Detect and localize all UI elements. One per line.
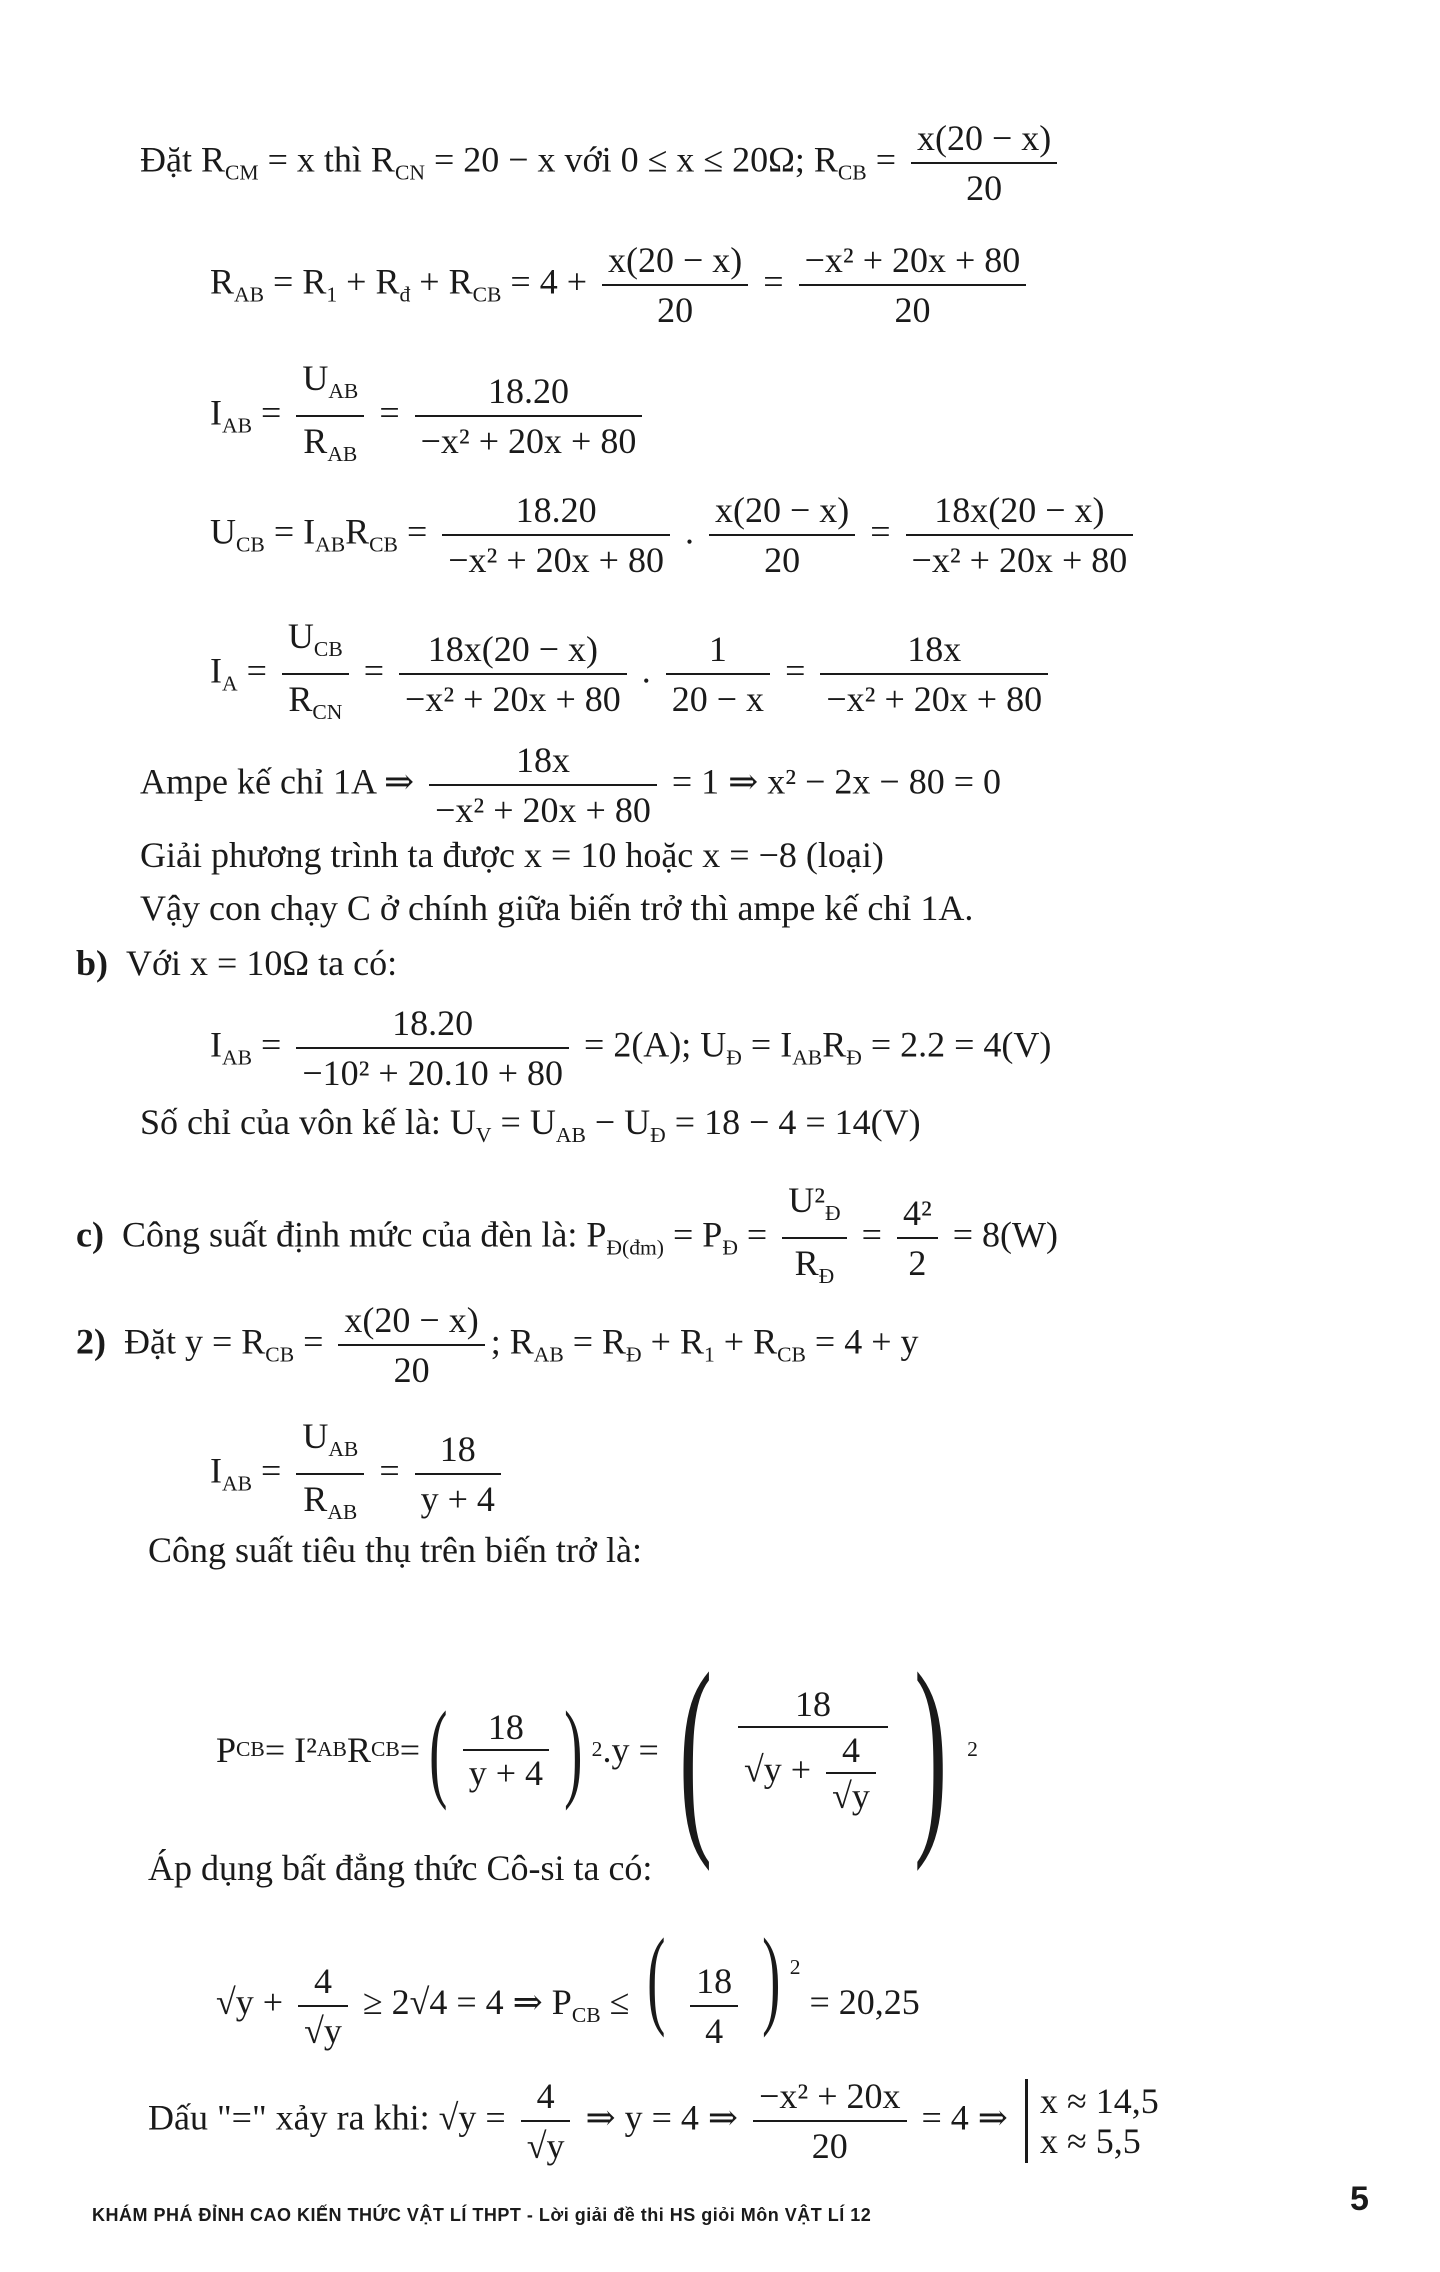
fraction [826, 1732, 876, 1814]
text: I [210, 650, 222, 691]
text: Đặt y = R [124, 1321, 266, 1362]
fraction [911, 118, 1057, 208]
numerator: 4 [313, 1960, 332, 2001]
fraction [442, 490, 670, 580]
sub: AB [792, 1045, 823, 1070]
text: U [302, 358, 329, 398]
text: .y = [602, 1730, 659, 1770]
numerator: 18.20 [392, 1003, 474, 1043]
denominator: 2 [908, 1243, 927, 1283]
text: = 4 + [501, 261, 597, 302]
denominator: −x² + 20x + 80 [435, 790, 651, 830]
text: I [210, 392, 222, 433]
text: Dấu "=" xảy ra khi: √y = [148, 2097, 515, 2138]
denominator: y + 4 [468, 1753, 544, 1793]
text: . [632, 650, 660, 691]
line-14 [210, 1416, 507, 1532]
numerator: 18 [696, 1960, 733, 2001]
sub: AB [222, 1471, 252, 1496]
sub: CB [369, 532, 398, 557]
exponent: 2 [789, 1955, 801, 1979]
numerator [296, 1416, 364, 1473]
numerator: x(20 − x) [714, 490, 850, 530]
fraction [429, 740, 657, 830]
text: U [302, 1416, 329, 1456]
text: + R [714, 1321, 778, 1362]
denominator [738, 1728, 888, 1814]
page-number: 5 [1350, 2180, 1369, 2218]
line-4 [210, 490, 1139, 580]
right-paren: ) [914, 1628, 947, 1872]
sub: CB [472, 282, 502, 307]
text: + R [410, 261, 473, 302]
numerator: x(20 − x) [608, 240, 743, 280]
text: = x thì R [258, 139, 395, 180]
numerator: 18 [487, 1707, 524, 1747]
numerator: 4 [536, 2076, 555, 2116]
text: U [287, 616, 314, 656]
text: . [675, 511, 703, 552]
text: = [737, 1214, 777, 1255]
section-2 [76, 1300, 919, 1390]
text: Đặt R [140, 139, 225, 180]
sub: AB [328, 1437, 359, 1461]
denominator: −x² + 20x + 80 [448, 540, 664, 580]
text: = [754, 261, 793, 302]
sub: AB [327, 442, 358, 466]
left-paren: ( [429, 1689, 448, 1811]
sub: CB [837, 160, 867, 185]
text: = [252, 1450, 291, 1491]
fraction [897, 1193, 938, 1283]
sub: CB [236, 532, 265, 557]
numerator: −x² + 20x [759, 2076, 901, 2116]
denominator: 20 [966, 168, 1003, 208]
fraction [738, 1686, 888, 1814]
sub: Đ [846, 1045, 862, 1070]
text: + R [337, 261, 400, 302]
solution: x ≈ 5,5 [1039, 2121, 1141, 2161]
text: I [210, 1450, 222, 1491]
sub: A [222, 671, 238, 696]
denominator: 20 [657, 290, 694, 330]
numerator: −x² + 20x + 80 [804, 240, 1021, 280]
fraction [906, 490, 1134, 580]
denominator: −10² + 20.10 + 80 [302, 1053, 564, 1093]
denominator [282, 675, 348, 732]
text: ; R [490, 1321, 534, 1362]
text: = I [264, 511, 316, 552]
sub: CB [370, 1737, 400, 1762]
denominator: −x² + 20x + 80 [405, 679, 621, 719]
numerator [782, 1180, 846, 1237]
text: = R [264, 261, 327, 302]
fraction [463, 1709, 549, 1791]
text: = [861, 511, 900, 552]
section-c [76, 1180, 1058, 1296]
text: = [252, 392, 291, 433]
line-11 [140, 1102, 921, 1155]
sub: AB [555, 1123, 586, 1147]
text: R [303, 421, 328, 461]
sub: 1 [326, 282, 338, 307]
numerator: 4 [841, 1730, 860, 1770]
sub: Đ(đm) [606, 1235, 664, 1260]
section-label: c) [76, 1214, 104, 1255]
text: = [370, 392, 409, 433]
text: = [399, 1730, 421, 1770]
line-17 [148, 1848, 652, 1888]
text: Số chỉ của vôn kế là: U [140, 1102, 476, 1142]
sub: AB [327, 1500, 358, 1524]
sub: Đ [818, 1264, 835, 1288]
text: = [370, 1450, 409, 1491]
text: √y + [744, 1749, 821, 1790]
text: R [822, 1024, 847, 1065]
sub: Đ [726, 1045, 742, 1070]
left-paren: ( [647, 1916, 666, 2038]
text: √y + [216, 1982, 293, 2022]
text: U [210, 511, 236, 552]
fraction [296, 358, 364, 474]
line-15 [148, 1530, 642, 1570]
text: R [345, 511, 370, 552]
denominator: √y [304, 2010, 342, 2051]
text: R [288, 679, 313, 719]
text: = 2(A); U [575, 1024, 727, 1065]
line-6 [140, 740, 1001, 830]
text: Với x = 10Ω ta có: [126, 943, 398, 983]
text: Công suất tiêu thụ trên biến trở là: [148, 1530, 642, 1570]
sub: AB [222, 1045, 252, 1070]
fraction [602, 240, 748, 330]
text: − U [585, 1102, 651, 1142]
fraction [296, 1416, 364, 1532]
denominator [297, 417, 363, 474]
solution: x ≈ 14,5 [1039, 2081, 1159, 2121]
text: = I [741, 1024, 793, 1065]
right-paren: ) [564, 1689, 583, 1811]
left-paren: ( [678, 1628, 712, 1872]
text: + R [641, 1321, 704, 1362]
numerator: 18x(20 − x) [934, 490, 1105, 530]
text: = U [491, 1102, 556, 1142]
line-1 [140, 118, 1063, 208]
fraction [799, 240, 1027, 330]
fraction [782, 1180, 846, 1296]
denominator: −x² + 20x + 80 [911, 540, 1128, 580]
text: Áp dụng bất đẳng thức Cô-si ta có: [148, 1848, 653, 1888]
sub: CB [777, 1342, 806, 1367]
text: Giải phương trình ta được x = 10 hoặc x = −8 (loại) [140, 835, 884, 875]
section-b [76, 943, 397, 983]
denominator: 20 [894, 290, 931, 330]
text: Ampe kế chỉ 1A ⇒ [140, 761, 424, 802]
exponent: 2 [591, 1737, 603, 1762]
sub: CN [312, 700, 343, 724]
line-7 [140, 835, 884, 875]
sub: Đ [626, 1342, 642, 1367]
line-18 [216, 1916, 920, 2051]
numerator: 18x [907, 629, 962, 669]
denominator: −x² + 20x + 80 [826, 679, 1043, 719]
section-label: b) [76, 943, 109, 983]
text: = [252, 1024, 291, 1065]
sub: Đ [825, 1201, 841, 1225]
sub: CB [265, 1342, 295, 1367]
text: = 2.2 = 4(V) [861, 1024, 1052, 1065]
numerator [296, 358, 364, 415]
denominator: 20 − x [671, 679, 765, 719]
fraction [338, 1300, 484, 1390]
text: = I² [264, 1730, 317, 1770]
text: I [210, 1024, 222, 1065]
text: Công suất định mức của đèn là: P [121, 1214, 607, 1255]
text: ⇒ y = 4 ⇒ [576, 2097, 748, 2138]
fraction [690, 1961, 738, 2051]
fraction [298, 1961, 348, 2051]
numerator: 18 [439, 1429, 476, 1469]
text: = 8(W) [943, 1214, 1059, 1255]
numerator: x(20 − x) [917, 118, 1052, 158]
denominator: y + 4 [420, 1479, 495, 1519]
fraction [399, 629, 627, 719]
line-8 [140, 888, 973, 928]
text: = [852, 1214, 891, 1255]
sub: V [475, 1123, 492, 1147]
numerator: 18 [794, 1684, 831, 1724]
denominator: 20 [764, 540, 801, 580]
exponent: 2 [967, 1737, 978, 1762]
right-paren: ) [762, 1916, 781, 2038]
line-5 [210, 616, 1054, 732]
text: = [354, 650, 394, 691]
fraction [753, 2076, 906, 2166]
text: Vậy con chạy C ở chính giữa biến trở thì ampe kế chỉ 1A. [140, 888, 974, 928]
numerator: 18x(20 − x) [427, 629, 599, 669]
text: = [866, 139, 905, 180]
sub: AB [328, 379, 359, 403]
denominator: √y [526, 2126, 565, 2166]
line-19 [148, 2076, 1159, 2166]
text: = 4 + y [805, 1321, 919, 1362]
numerator: 18.20 [515, 490, 597, 530]
page-footer: KHÁM PHÁ ĐỈNH CAO KIẾN THỨC VẬT LÍ THPT - Lời giải đề thi HS giỏi Môn VẬT LÍ 12 [92, 2205, 872, 2225]
numerator: 18x [515, 740, 570, 780]
fraction [666, 629, 770, 719]
sub: Đ [722, 1235, 738, 1260]
line-3 [210, 358, 648, 474]
denominator: 4 [705, 2010, 724, 2051]
sub: AB [533, 1342, 564, 1367]
sub: 1 [703, 1342, 715, 1367]
text: = 20 − x với 0 ≤ x ≤ 20Ω; R [424, 139, 838, 180]
text: = 20,25 [800, 1982, 920, 2022]
text: = R [563, 1321, 627, 1362]
denominator: −x² + 20x + 80 [420, 421, 637, 461]
text: U² [788, 1180, 826, 1220]
section-label: 2) [76, 1321, 106, 1362]
denominator [297, 1475, 363, 1532]
sub: Đ [650, 1123, 666, 1147]
solution-bracket [1025, 2079, 1159, 2163]
text: R [210, 261, 235, 302]
line-10 [210, 1003, 1051, 1093]
sub: CB [313, 637, 343, 661]
fraction [521, 2076, 571, 2166]
text: = [237, 650, 276, 691]
text: ≤ [600, 1982, 639, 2022]
fraction [282, 616, 349, 732]
denominator: √y [832, 1776, 870, 1816]
sub: CN [394, 160, 425, 185]
text: = [397, 511, 437, 552]
sub: AB [234, 282, 265, 307]
sub: đ [399, 282, 411, 307]
fraction [709, 490, 855, 580]
numerator: 18.20 [487, 371, 569, 411]
sub: CB [236, 1737, 265, 1762]
numerator [282, 616, 349, 673]
sub: CB [571, 2003, 601, 2027]
fraction [415, 1429, 501, 1519]
text: = [294, 1321, 333, 1362]
text: R [346, 1730, 371, 1770]
fraction [415, 371, 643, 461]
fraction [820, 629, 1048, 719]
sub: AB [315, 532, 346, 557]
text: = P [663, 1214, 723, 1255]
text: R [303, 1479, 328, 1519]
sub: AB [316, 1737, 347, 1762]
sub: CM [225, 160, 259, 185]
numerator: x(20 − x) [344, 1300, 479, 1340]
denominator [789, 1239, 841, 1296]
denominator: 20 [811, 2126, 848, 2166]
text: = 1 ⇒ x² − 2x − 80 = 0 [662, 761, 1001, 802]
text: = 4 ⇒ [912, 2097, 1008, 2138]
text: ≥ 2√4 = 4 ⇒ P [353, 1982, 572, 2022]
line-2 [210, 240, 1032, 330]
text: = 18 − 4 = 14(V) [665, 1102, 921, 1142]
text: = [776, 650, 815, 691]
numerator: 4² [902, 1193, 932, 1233]
text: P [216, 1730, 237, 1770]
denominator: 20 [393, 1350, 430, 1390]
sub: AB [222, 413, 252, 438]
text: R [794, 1243, 819, 1283]
numerator: 1 [708, 629, 727, 669]
fraction [296, 1003, 569, 1093]
